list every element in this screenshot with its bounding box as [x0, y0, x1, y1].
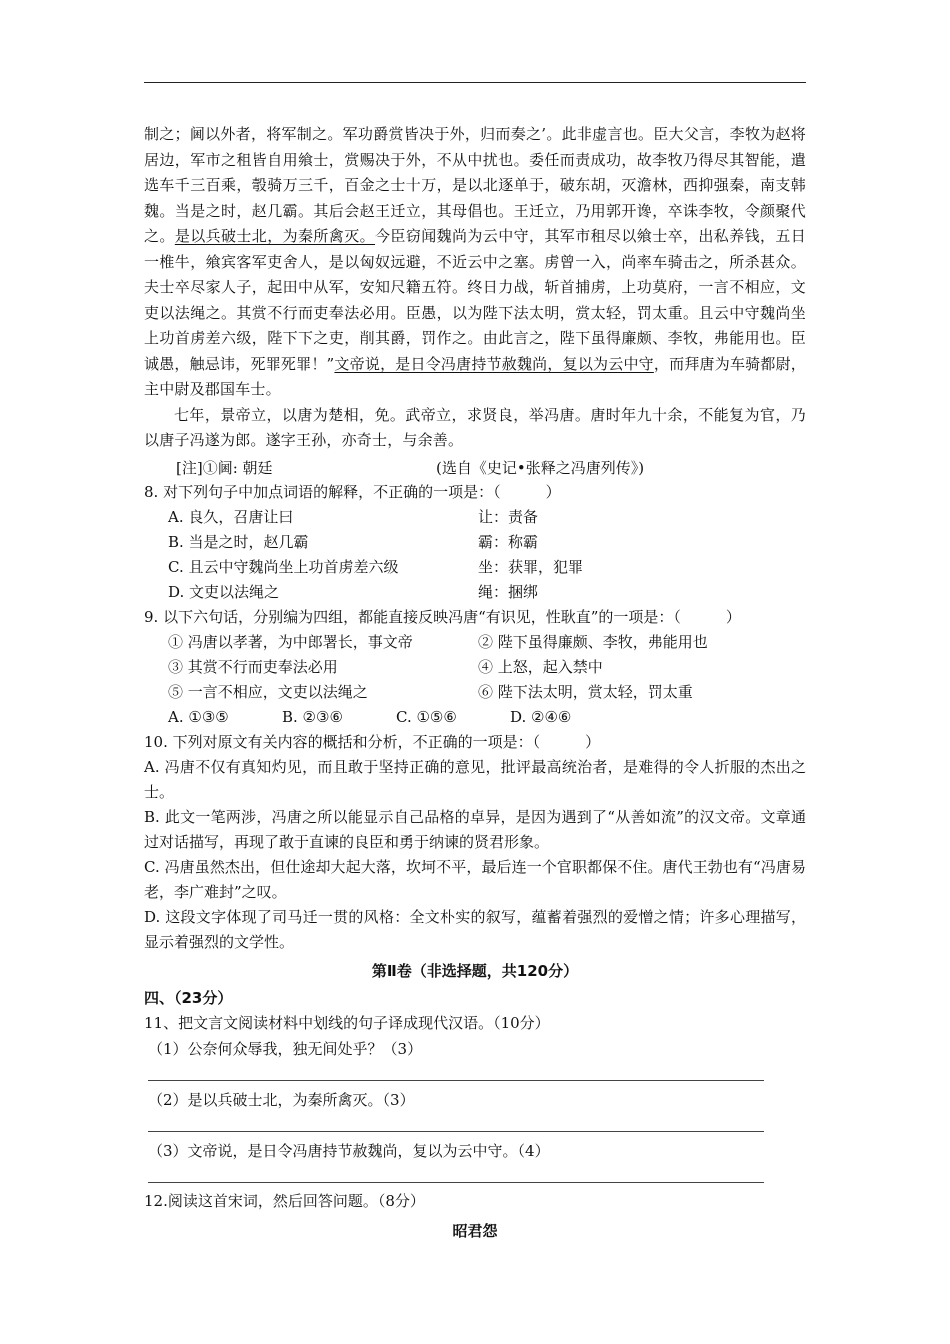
question-12-stem: 12.阅读这首宋词，然后回答问题。（8分） — [144, 1191, 425, 1210]
question-9-choices: A. ①③⑤ B. ②③⑥ C. ①⑤⑥ D. ②④⑥ — [168, 707, 572, 726]
question-9-items-row: ① 冯唐以孝著，为中郎署长，事文帝 ② 陛下虽得廉颇、李牧，弗能用也 — [168, 632, 708, 651]
part-2-title: 第Ⅱ卷（非选择题，共120分） — [371, 961, 579, 980]
passage-paragraph-2: 七年，景帝立，以唐为楚相，免。武帝立，求贤良，举冯唐。唐时年九十余，不能复为官，乃以唐子冯遂为郎。遂字王孙，亦奇士，与余善。 — [144, 405, 806, 449]
source-citation: (选自《史记•张释之冯唐列传》) — [436, 458, 645, 477]
question-8-stem: 8. 对下列句子中加点词语的解释，不正确的一项是：（ ） — [144, 482, 561, 501]
question-9-items-row: ⑤ 一言不相应，文吏以法绳之 ⑥ 陛下法太明，赏太轻，罚太重 — [168, 682, 693, 701]
question-8-option-a: A. 良久，召唐让曰 让：责备 — [168, 507, 539, 526]
question-11-stem: 11、把文言文阅读材料中划线的句子译成现代汉语。（10分） — [144, 1013, 550, 1032]
section-4-heading: 四、（23分） — [144, 988, 233, 1007]
header-rule — [144, 82, 806, 83]
question-11-item-2: （2）是以兵破士北，为秦所禽灭。（3） — [148, 1090, 415, 1109]
question-10-option-c: C. 冯唐虽然杰出，但仕途却大起大落，坎坷不平，最后连一个官职都保不住。唐代王勃也有“冯唐易老，李广难封”之叹。 — [144, 857, 806, 901]
exam-page — [144, 122, 806, 1244]
question-8-option-c: C. 且云中守魏尚坐上功首虏差六级 坐：获罪，犯罪 — [168, 557, 584, 576]
question-11-item-3: （3）文帝说，是日令冯唐持节赦魏尚，复以为云中守。（4） — [148, 1141, 550, 1160]
question-8-option-b: B. 当是之时，赵几霸 霸：称霸 — [168, 532, 539, 551]
poem-title: 昭君怨 — [452, 1221, 498, 1240]
passage-paragraph-1 — [144, 122, 806, 403]
answer-line[interactable] — [148, 1113, 764, 1132]
annotation: [注]①阃: 朝廷 — [176, 458, 273, 477]
source-note — [144, 456, 806, 480]
passage-text: ，而拜唐为车骑都尉，主中尉及郡国车士。 — [144, 354, 806, 398]
question-10-option-d: D. 这段文字体现了司马迁一贯的风格：全文朴实的叙写，蕴蓄着强烈的爱憎之情；许多心理描写，显示着强烈的文学性。 — [144, 907, 806, 951]
question-10-option-a: A. 冯唐不仅有真知灼见，而且敢于坚持正确的意见，批评最高统治者，是难得的令人折服的杰出之士。 — [144, 757, 806, 801]
answer-line[interactable] — [148, 1164, 764, 1183]
classical-passage — [144, 122, 806, 454]
question-10-stem: 10. 下列对原文有关内容的概括和分析，不正确的一项是：（ ） — [144, 732, 601, 751]
question-10-option-b: B. 此文一笔两涉，冯唐之所以能显示自己品格的卓异，是因为遇到了“从善如流”的汉文帝。文章通过对话描写，再现了敢于直谏的良臣和勇于纳谏的贤君形象。 — [144, 807, 806, 851]
passage-text: 制之；阃以外者，将军制之。军功爵赏皆决于外，归而奏之’。此非虚言也。臣大父言，李牧为赵将居边，军市之租皆自用飨士，赏赐决于外，不从中扰也。委任而责成功，故李牧乃得尽其智能，遣选车千三百乘，彀骑万三千，百金之士十万，是以北逐单于，破东胡，灭澹林，西抑强秦，南支韩魏。当是之时，赵几霸。其后会赵王迁立，其母倡也。王迁立，乃用郭开谗，卒诛李牧，令颜聚代之。 — [144, 125, 806, 245]
passage-text: 今臣窃闻魏尚为云中守，其军市租尽以飨士卒，出私养钱，五日一椎牛，飨宾客军吏舍人，是以匈奴远避，不近云中之塞。虏曾一入，尚率车骑击之，所杀甚众。夫士卒尽家人子，起田中从军，安知尺籍五符。终日力战，斩首捕虏，上功莫府，一言不相应，文吏以法绳之。其赏不行而吏奉法必用。臣愚，以为陛下法太明，赏太轻，罚太重。且云中守魏尚坐上功首虏差六级，陛下下之吏，削其爵，罚作之。由此言之，陛下虽得廉颇、李牧，弗能用也。臣诚愚，触忌讳，死罪死罪！” — [144, 227, 807, 373]
underlined-sentence-3: 文帝说，是日令冯唐持节赦魏尚，复以为云中守 — [334, 354, 654, 373]
answer-line[interactable] — [148, 1062, 764, 1081]
question-9-stem: 9. 以下六句话，分别编为四组，都能直接反映冯唐“有识见，性耿直”的一项是：（ ） — [144, 607, 741, 626]
question-8-option-d: D. 文吏以法绳之 绳：捆绑 — [168, 582, 539, 601]
question-11-item-1: （1）公奈何众辱我，独无间处乎？（3） — [148, 1039, 423, 1058]
underlined-sentence-2: 是以兵破士北，为秦所禽灭。 — [174, 227, 376, 245]
question-9-items-row: ③ 其赏不行而吏奉法必用 ④ 上怒，起入禁中 — [168, 657, 603, 676]
